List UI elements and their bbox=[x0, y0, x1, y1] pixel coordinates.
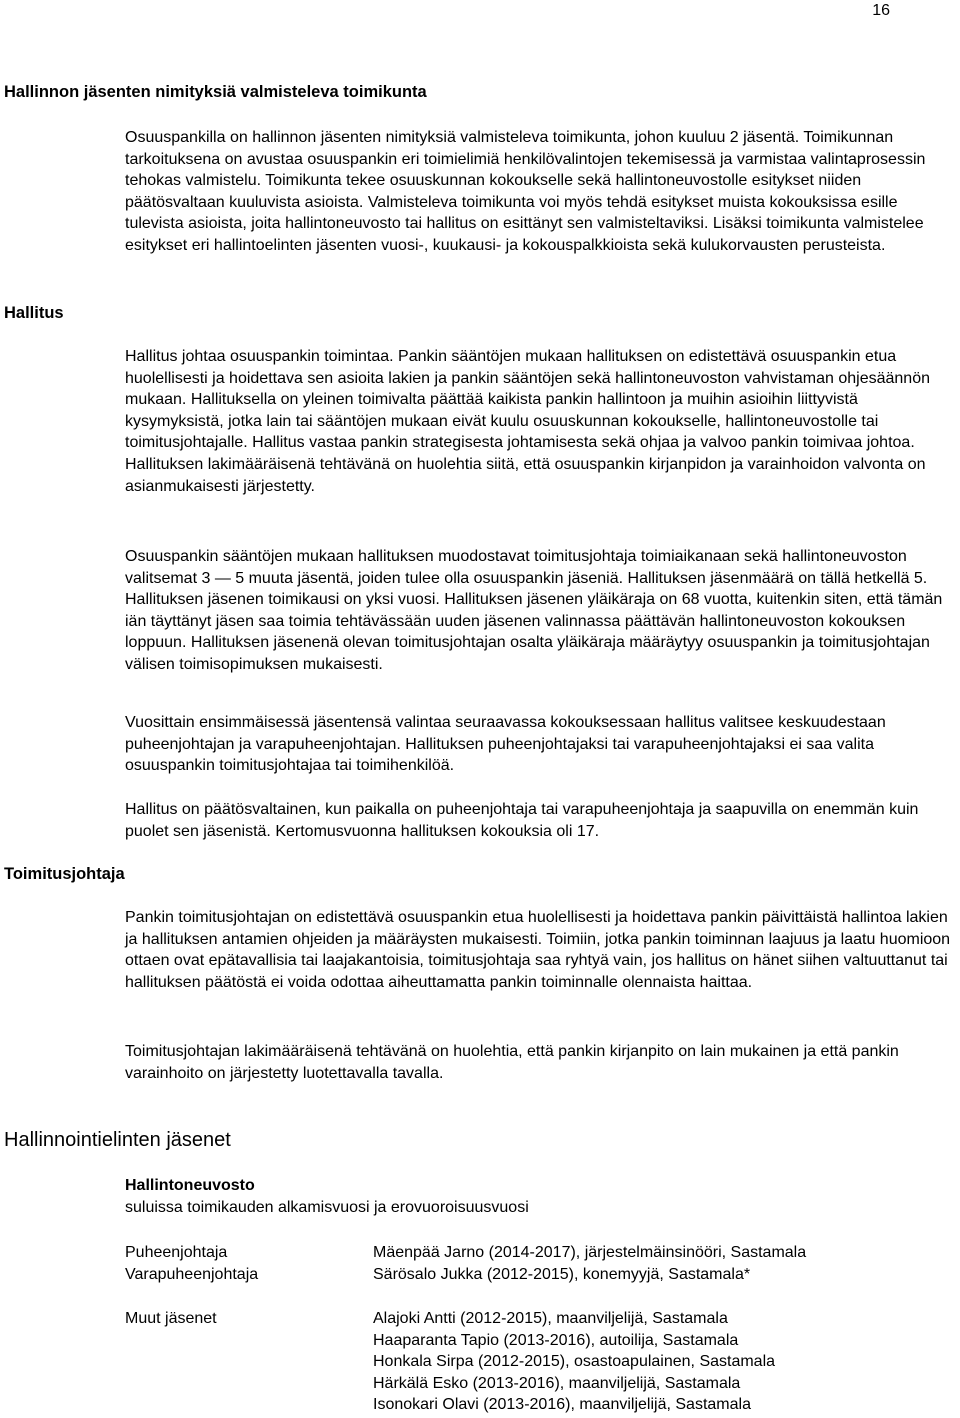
list-item: Härkälä Esko (2013-2016), maanviljelijä, Sastamala bbox=[373, 1374, 741, 1392]
vice-chair-member: Särösalo Jukka (2012-2015), konemyyjä, Sastamala* bbox=[373, 1266, 751, 1283]
paragraph: Osuuspankin sääntöjen mukaan hallituksen muodostavat toimitusjohtaja toimiaikanaan sekä hallintoneuvoston valitsemat 3 — 5 muuta jäsentä, joiden tulee olla osuuspankin jäseniä. Hallituksen jäsenmäärä on tällä hetkellä 5. Hallituksen jäsenen toimikausi on yksi vuosi. Hallituksen jäsenen yläikäraja on 68 vuotta, kuitenkin siten, että tämän iän täyttänyt jäsen saa toimia tehtävässään uuden jäsenen valinnassa päättävän hallintoneuvoston kokouksen loppuun. Hallituksen jäsenenä olevan toimitusjohtajan osalta yläikäraja määräytyy osuuspankin ja toimitusjohtajan välisen toimisopimuksen mukaisesti. bbox=[125, 548, 943, 673]
other-members-label: Muut jäsenet bbox=[125, 1310, 217, 1327]
paragraph: Toimitusjohtajan lakimääräisenä tehtävänä on huolehtia, että pankin kirjanpito on lain mukainen ja että pankin varainhoito on järjestetty luotettavalla tavalla. bbox=[125, 1043, 899, 1082]
chair-member: Mäenpää Jarno (2014-2017), järjestelmäinsinööri, Sastamala bbox=[373, 1244, 807, 1261]
nomination-committee-body bbox=[125, 127, 955, 257]
paragraph: Hallitus on päätösvaltainen, kun paikalla on puheenjohtaja tai varapuheenjohtaja ja saapuvilla on enemmän kuin puolet sen jäsenistä. Kertomusvuonna hallituksen kokouksia oli 17. bbox=[125, 801, 919, 840]
supervisory-board-title: Hallintoneuvosto bbox=[125, 1177, 255, 1194]
board-body-2 bbox=[125, 546, 955, 676]
ceo-body-1 bbox=[125, 907, 955, 993]
list-item: Haaparanta Tapio (2013-2016), autoilija, Sastamala bbox=[373, 1331, 739, 1349]
paragraph: Osuuspankilla on hallinnon jäsenten nimityksiä valmisteleva toimikunta, johon kuuluu 2 jäsentä. Toimikunnan tarkoituksena on avustaa osuuspankin eri toimielimiä henkilövalintojen tekemisessä ja varmistaa valintaprosessin tehokas valmistelu. Toimikunta tekee osuuskunnan kokoukselle sekä hallintoneuvostolle esitykset niiden päätösvaltaan kuuluvista asioista. Valmisteleva toimikunta voi myös tehdä esitykset muista kokouksissa esille tulevista asioista, joita hallintoneuvosto tai hallitus on esittänyt sen valmisteltaviksi. Lisäksi toimikunta valmistelee esitykset eri hallintoelinten jäsenten vuosi-, kuukausi- ja kokouspalkkioista sekä kulukorvausten perusteista. bbox=[125, 129, 926, 254]
section-heading-nomination-committee: Hallinnon jäsenten nimityksiä valmisteleva toimikunta bbox=[4, 83, 427, 101]
ceo-body-2 bbox=[125, 1041, 955, 1084]
board-body-1 bbox=[125, 346, 955, 497]
supervisory-board-subtitle: suluissa toimikauden alkamisvuosi ja erovuoroisuusvuosi bbox=[125, 1199, 529, 1216]
board-body-4 bbox=[125, 799, 955, 842]
vice-chair-label: Varapuheenjohtaja bbox=[125, 1266, 259, 1283]
list-item: Honkala Sirpa (2012-2015), osastoapulainen, Sastamala bbox=[373, 1353, 776, 1371]
section-heading-board: Hallitus bbox=[4, 304, 64, 322]
page-number: 16 bbox=[872, 2, 890, 19]
section-heading-ceo: Toimitusjohtaja bbox=[4, 865, 125, 883]
other-members-list bbox=[373, 1308, 775, 1416]
board-body-3 bbox=[125, 712, 955, 777]
list-item: Alajoki Antti (2012-2015), maanviljelijä, Sastamala bbox=[373, 1310, 728, 1327]
paragraph: Pankin toimitusjohtajan on edistettävä osuuspankin etua huolellisesti ja hoidettava pankin päivittäistä hallintoa lakien ja hallituksen antamien ohjeiden ja määräysten mukaisesti. Toimiin, jotka pankin toiminnan laajuus ja laatu huomioon ottaen ovat epätavallisia tai laajakantoisia, toimitusjohtaja saa ryhtyä vain, jos hallitus on hänet siihen valtuuttanut tai hallituksen päätöstä ei voida odottaa aiheuttamatta pankin toiminnalle olennaista haittaa. bbox=[125, 909, 951, 991]
chair-label: Puheenjohtaja bbox=[125, 1244, 228, 1261]
paragraph: Hallitus johtaa osuuspankin toimintaa. Pankin sääntöjen mukaan hallituksen on edistettävä osuuspankin etua huolellisesti ja hoidettava sen asioita lakien ja pankin sääntöjen sekä hallintoneuvoston vahvistaman ohjesäännön mukaan. Hallituksella on yleinen toimivalta päättää kaikista pankin hallintoon ja muihin asioihin liittyvistä kysymyksistä, jotka lain tai sääntöjen mukaan eivät kuulu osuuskunnan kokoukselle, hallintoneuvostolle tai toimitusjohtajalle. Hallitus vastaa pankin strategisesta johtamisesta sekä ohjaa ja valvoo pankin toimivaa johtoa. Hallituksen lakimääräisenä tehtävänä on huolehtia siitä, että osuuspankin kirjanpidon ja varainhoidon valvonta on asianmukaisesti järjestetty. bbox=[125, 348, 930, 495]
paragraph: Vuosittain ensimmäisessä jäsentensä valintaa seuraavassa kokouksessaan hallitus valitsee keskuudestaan puheenjohtajan ja varapuheenjohtajan. Hallituksen puheenjohtajaksi tai varapuheenjohtajaksi ei saa valita osuuspankin toimitusjohtajaa tai toimihenkilöä. bbox=[125, 714, 886, 775]
list-item: Isonokari Olavi (2013-2016), maanviljelijä, Sastamala bbox=[373, 1396, 751, 1414]
section-heading-governing-bodies: Hallinnointielinten jäsenet bbox=[4, 1129, 231, 1151]
